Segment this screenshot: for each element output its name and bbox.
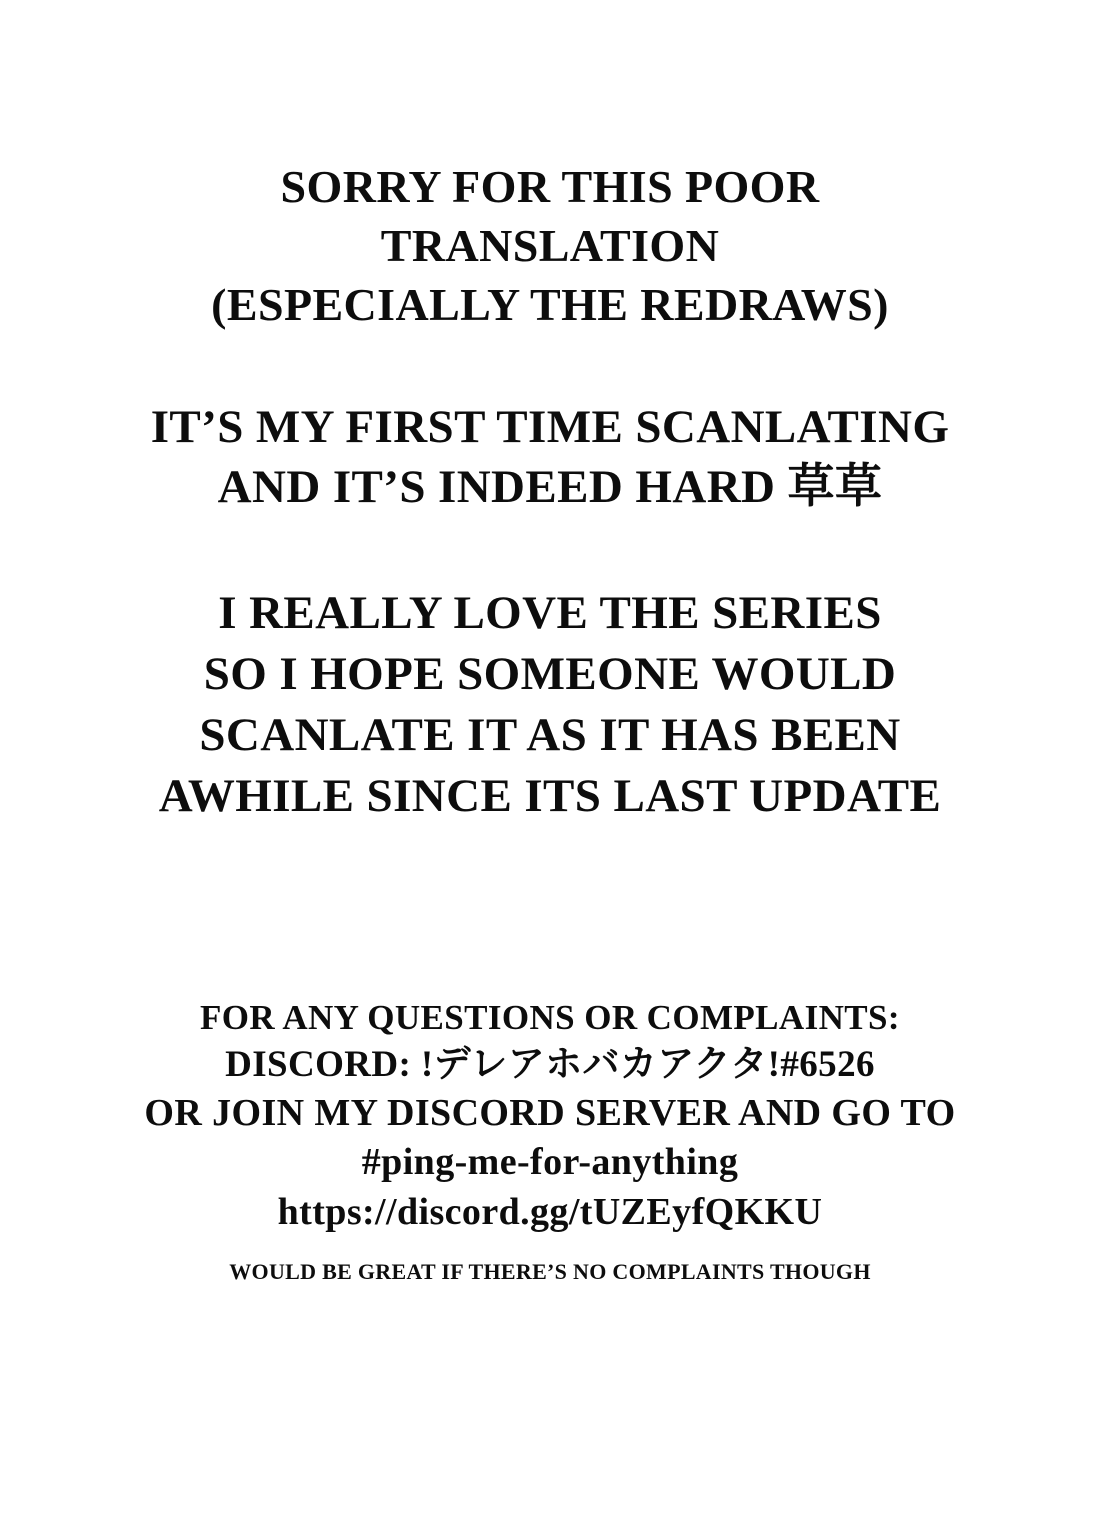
first-time-block <box>0 397 1100 517</box>
love-series-line-3: SCANLATE IT AS IT HAS BEEN <box>199 709 901 762</box>
first-time-line-1: IT’S MY FIRST TIME SCANLATING <box>150 400 950 453</box>
love-series-line-4: AWHILE SINCE ITS LAST UPDATE <box>158 770 942 823</box>
footer-note: WOULD BE GREAT IF THERE’S NO COMPLAINTS THOUGH <box>229 1259 871 1285</box>
apology-line-3: (ESPECIALLY THE REDRAWS) <box>211 278 889 330</box>
contact-block <box>0 995 1100 1237</box>
love-series-line-1: I REALLY LOVE THE SERIES <box>218 586 882 639</box>
contact-heading: FOR ANY QUESTIONS OR COMPLAINTS: <box>200 998 900 1038</box>
love-series-line-2: SO I HOPE SOMEONE WOULD <box>203 648 897 701</box>
apology-line-2: TRANSLATION <box>380 219 720 271</box>
first-time-line-2: AND IT’S INDEED HARD 草草 <box>217 460 883 513</box>
love-series-block <box>0 583 1100 827</box>
contact-channel-name: #ping-me-for-anything <box>361 1141 739 1184</box>
contact-join-instruction: OR JOIN MY DISCORD SERVER AND GO TO <box>144 1091 956 1134</box>
apology-line-1: SORRY FOR THIS POOR <box>280 161 820 212</box>
apology-block <box>0 158 1100 335</box>
contact-discord-handle: DISCORD: !デレアホバカアクタ!#6526 <box>225 1043 875 1085</box>
contact-discord-invite-link[interactable]: https://discord.gg/tUZEyfQKKU <box>277 1190 823 1233</box>
